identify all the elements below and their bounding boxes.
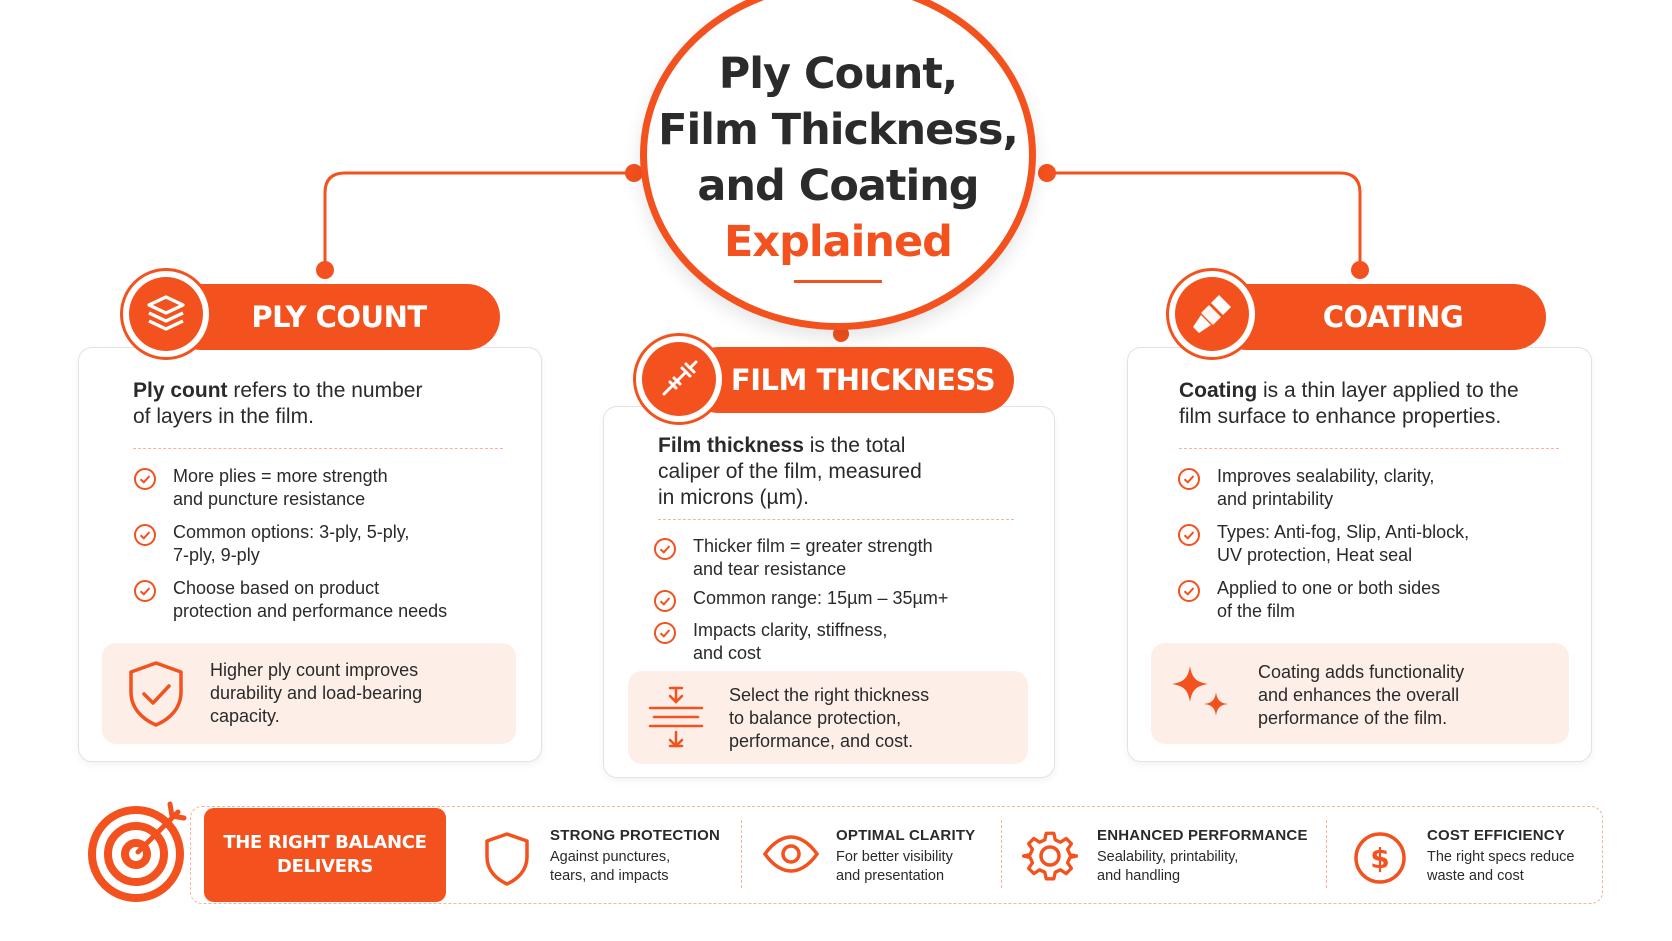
list-item	[133, 577, 533, 623]
feature-desc-line2: waste and cost	[1427, 868, 1524, 884]
check-icon	[653, 621, 677, 645]
feature-divider	[1326, 820, 1327, 888]
check-icon	[133, 579, 157, 603]
shield-check-icon	[124, 658, 188, 730]
coating-intro	[1179, 378, 1579, 430]
feature-title: COST EFFICIENCY	[1427, 827, 1566, 844]
feature-desc	[836, 848, 975, 886]
feature-desc-line2: and handling	[1097, 868, 1181, 884]
feature-desc-line2: and presentation	[836, 868, 945, 884]
bullet-line1: Common options: 3-ply, 5-ply,	[173, 522, 410, 542]
feature-enhanced-performance	[1097, 826, 1308, 886]
callout-line1: Select the right thickness	[729, 685, 930, 705]
list-item	[133, 465, 533, 511]
film-thickness-callout-text	[729, 684, 1019, 753]
feature-title: ENHANCED PERFORMANCE	[1097, 827, 1308, 844]
bullet-line2: and puncture resistance	[173, 489, 366, 509]
bullet-line2: of the film	[1217, 601, 1296, 621]
ply-count-intro-bold: Ply count	[133, 379, 228, 402]
bullet-line2: and printability	[1217, 489, 1334, 509]
film-thickness-bullets	[653, 535, 1043, 665]
brush-icon	[1189, 291, 1235, 337]
check-icon	[133, 467, 157, 491]
bullet-line1: More plies = more strength	[173, 466, 388, 486]
list-item	[653, 587, 1043, 610]
gear-icon	[1022, 828, 1078, 884]
ply-count-icon-badge	[120, 268, 212, 360]
target-icon	[86, 800, 194, 904]
check-icon	[653, 537, 677, 561]
dollar-icon	[1352, 830, 1408, 886]
callout-line3: capacity.	[210, 706, 280, 726]
film-thickness-divider	[658, 519, 1014, 520]
feature-desc-line1: The right specs reduce	[1427, 849, 1575, 865]
title-line-3: and Coating	[697, 160, 979, 211]
feature-desc-line2: tears, and impacts	[550, 868, 669, 884]
bullet-line1: Types: Anti-fog, Slip, Anti-block,	[1217, 522, 1470, 542]
film-thickness-intro-line3: in microns (µm).	[658, 486, 809, 509]
bullet-line1: Choose based on product	[173, 578, 380, 598]
balance-line2: DELIVERS	[276, 856, 374, 877]
eye-icon	[762, 834, 820, 874]
ply-count-bullets	[133, 465, 533, 623]
feature-cost-efficiency	[1427, 826, 1575, 886]
feature-optimal-clarity	[836, 826, 975, 886]
ply-count-intro-line2: of layers in the film.	[133, 405, 314, 428]
feature-divider	[741, 820, 742, 888]
shield-icon	[482, 830, 532, 888]
callout-line2: durability and load-bearing	[210, 683, 423, 703]
film-thickness-intro	[658, 433, 1038, 511]
coating-intro-line2: film surface to enhance properties.	[1179, 405, 1502, 428]
bullet-line1: Thicker film = greater strength	[693, 536, 933, 556]
ply-count-divider	[133, 448, 503, 449]
bullet-line1: Applied to one or both sides	[1217, 578, 1441, 598]
bullet-line2: 7-ply, 9-ply	[173, 545, 260, 565]
check-icon	[1177, 467, 1201, 491]
callout-line3: performance, and cost.	[729, 731, 914, 751]
feature-desc	[550, 848, 720, 886]
caliper-icon	[656, 356, 702, 402]
coating-bullets	[1177, 465, 1577, 623]
bullet-line2: and cost	[693, 643, 762, 663]
bullet-line2: UV protection, Heat seal	[1217, 545, 1413, 565]
feature-title: OPTIMAL CLARITY	[836, 827, 976, 844]
feature-desc	[1427, 848, 1575, 886]
feature-desc-line1: Against punctures,	[550, 849, 671, 865]
coating-intro-rest: is a thin layer applied to the	[1257, 379, 1519, 402]
check-icon	[133, 523, 157, 547]
film-thickness-intro-line2: caliper of the film, measured	[658, 460, 922, 483]
balance-pill	[204, 808, 446, 902]
ply-count-header-label: PLY COUNT	[251, 300, 427, 334]
coating-header	[1214, 284, 1546, 350]
list-item	[1177, 521, 1577, 567]
feature-desc-line1: For better visibility	[836, 849, 953, 865]
ply-count-intro	[133, 378, 523, 430]
check-icon	[1177, 579, 1201, 603]
bullet-line2: and tear resistance	[693, 559, 847, 579]
ply-count-callout-text	[210, 659, 500, 728]
coating-divider	[1179, 448, 1559, 449]
callout-line3: performance of the film.	[1258, 708, 1448, 728]
title-accent: Explained	[724, 216, 952, 267]
bullet-line1: Impacts clarity, stiffness,	[693, 620, 888, 640]
thickness-measure-icon	[646, 684, 706, 750]
film-thickness-icon-badge	[633, 333, 725, 425]
film-thickness-header-label: FILM THICKNESS	[730, 363, 996, 397]
layers-icon	[143, 291, 189, 337]
title-underline	[794, 280, 882, 283]
list-item	[1177, 577, 1577, 623]
feature-title: STRONG PROTECTION	[550, 827, 721, 844]
title-line-2: Film Thickness,	[658, 104, 1018, 155]
callout-line2: to balance protection,	[729, 708, 902, 728]
title-circle	[640, 0, 1036, 330]
list-item	[653, 535, 1043, 581]
feature-divider	[1001, 820, 1002, 888]
bullet-line1: Common range: 15µm – 35µm+	[693, 588, 949, 608]
coating-header-label: COATING	[1322, 300, 1464, 334]
callout-line1: Coating adds functionality	[1258, 662, 1465, 682]
title-line-1: Ply Count,	[718, 48, 958, 99]
check-icon	[1177, 523, 1201, 547]
coating-intro-bold: Coating	[1179, 379, 1258, 402]
callout-line1: Higher ply count improves	[210, 660, 419, 680]
feature-strong-protection	[550, 826, 720, 886]
list-item	[133, 521, 533, 567]
feature-desc	[1097, 848, 1308, 886]
feature-desc-line1: Sealability, printability,	[1097, 849, 1239, 865]
coating-callout-text	[1258, 661, 1558, 730]
callout-line2: and enhances the overall	[1258, 685, 1460, 705]
balance-line1: THE RIGHT BALANCE	[223, 832, 427, 853]
list-item	[653, 619, 1043, 665]
ply-count-intro-rest: refers to the number	[227, 379, 423, 402]
list-item	[1177, 465, 1577, 511]
film-thickness-intro-rest: is the total	[803, 434, 906, 457]
film-thickness-intro-bold: Film thickness	[658, 434, 804, 457]
film-thickness-header	[686, 347, 1014, 413]
sparkle-icon	[1168, 662, 1234, 722]
ply-count-header	[168, 284, 500, 350]
coating-icon-badge	[1166, 268, 1258, 360]
bullet-line1: Improves sealability, clarity,	[1217, 466, 1435, 486]
svg-text:$: $	[1370, 842, 1390, 875]
bullet-line2: protection and performance needs	[173, 601, 448, 621]
check-icon	[653, 589, 677, 613]
